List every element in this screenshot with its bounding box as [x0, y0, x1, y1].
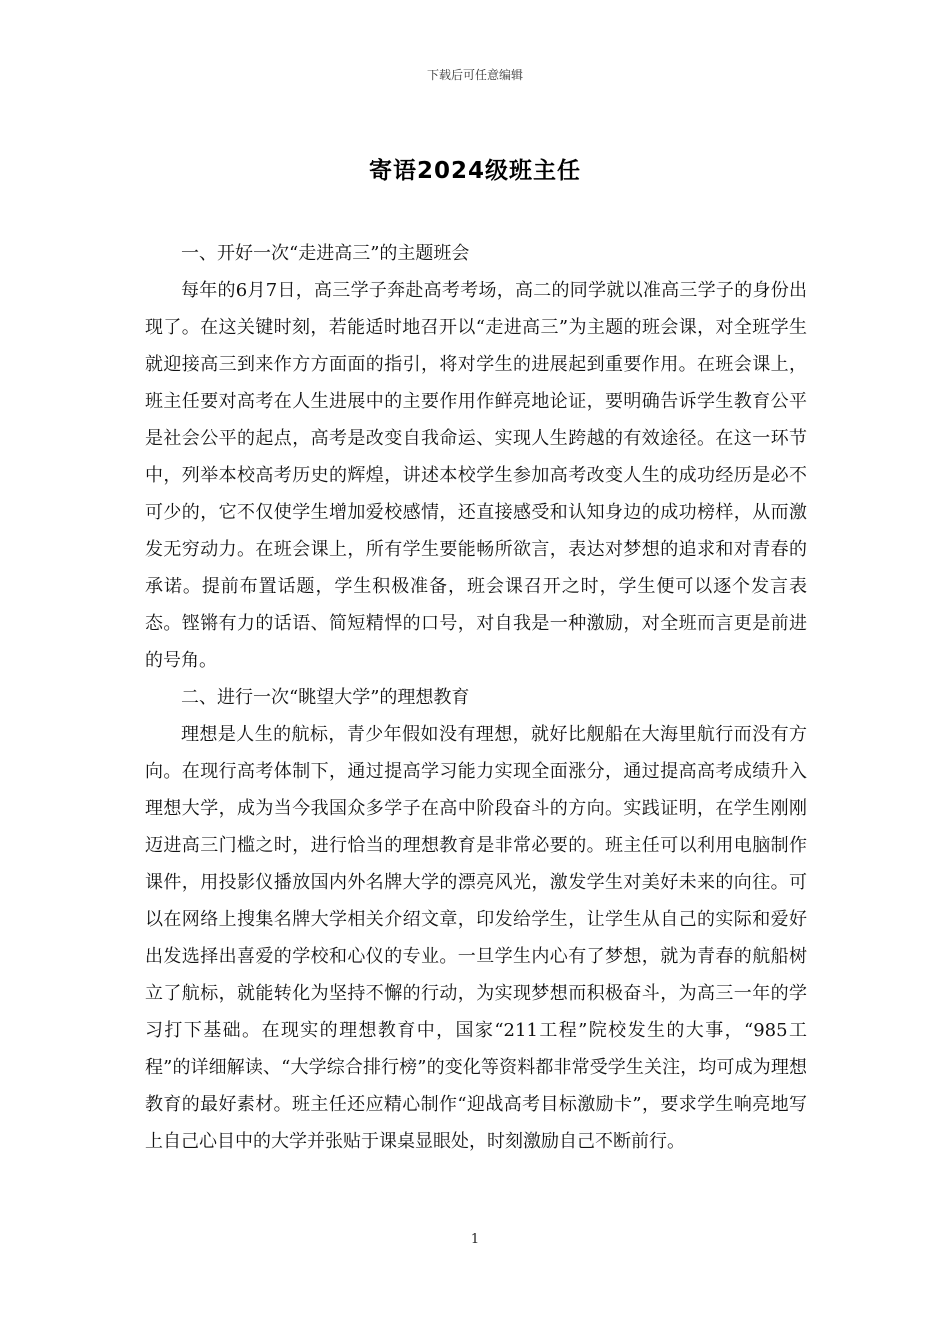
- section-heading-1: 一、开好一次“走进高三”的主题班会: [181, 243, 470, 264]
- header-note: 下载后可任意编辑: [426, 68, 523, 82]
- document-title: 寄语2024级班主任: [368, 158, 581, 184]
- section-paragraph-1: 每年的6月7日，高三学子奔赴高考考场，高二的同学就以准高三学子的身份出现了。在这关键时刻，若能适时地召开以“走进高三”为主题的班会课，对全班学生就迎接高三到来作方方面面的指引，将对学生的进展起到重要作用。在班会课上，班主任要对高考在人生进展中的主要作用作鲜亮地论证，要明确告诉学生教育公平是社会公平的起点，高考是改变自我命运、实现人生跨越的有效途径。在这一环节中，列举本校高考历史的辉煌，讲述本校学生参加高考改变人生的成功经历是必不可少的，它不仅使学生增加爱校感情，还直接感受和认知身边的成功榜样，从而激发无穷动力。在班会课上，所有学生要能畅所欲言，表达对梦想的追求和对青春的承诺。提前布置话题，学生积极准备，班会课召开之时，学生便可以逐个发言表态。铿锵有力的话语、简短精悍的口号，对自我是一种激励，对全班而言更是前进的号角。: [145, 280, 807, 671]
- document-body: [145, 235, 807, 1160]
- page-number: 1: [470, 1232, 480, 1247]
- section-paragraph-2: 理想是人生的航标，青少年假如没有理想，就好比舰船在大海里航行而没有方向。在现行高考体制下，通过提高学习能力实现全面涨分，通过提高高考成绩升入理想大学，成为当今我国众多学子在高中阶段奋斗的方向。实践证明，在学生刚刚迈进高三门槛之时，进行恰当的理想教育是非常必要的。班主任可以利用电脑制作课件，用投影仪播放国内外名牌大学的漂亮风光，激发学生对美好未来的向往。可以在网络上搜集名牌大学相关介绍文章，印发给学生，让学生从自己的实际和爱好出发选择出喜爱的学校和心仪的专业。一旦学生内心有了梦想，就为青春的航船树立了航标，就能转化为坚持不懈的行动，为实现梦想而积极奋斗，为高三一年的学习打下基础。在现实的理想教育中，国家“211工程”院校发生的大事，“985工程”的详细解读、“大学综合排行榜”的变化等资料都非常受学生关注，均可成为理想教育的最好素材。班主任还应精心制作“迎战高考目标激励卡”，要求学生响亮地写上自己心目中的大学并张贴于课桌显眼处，时刻激励自己不断前行。: [145, 724, 807, 1152]
- section-heading-2: 二、进行一次“眺望大学”的理想教育: [181, 687, 470, 708]
